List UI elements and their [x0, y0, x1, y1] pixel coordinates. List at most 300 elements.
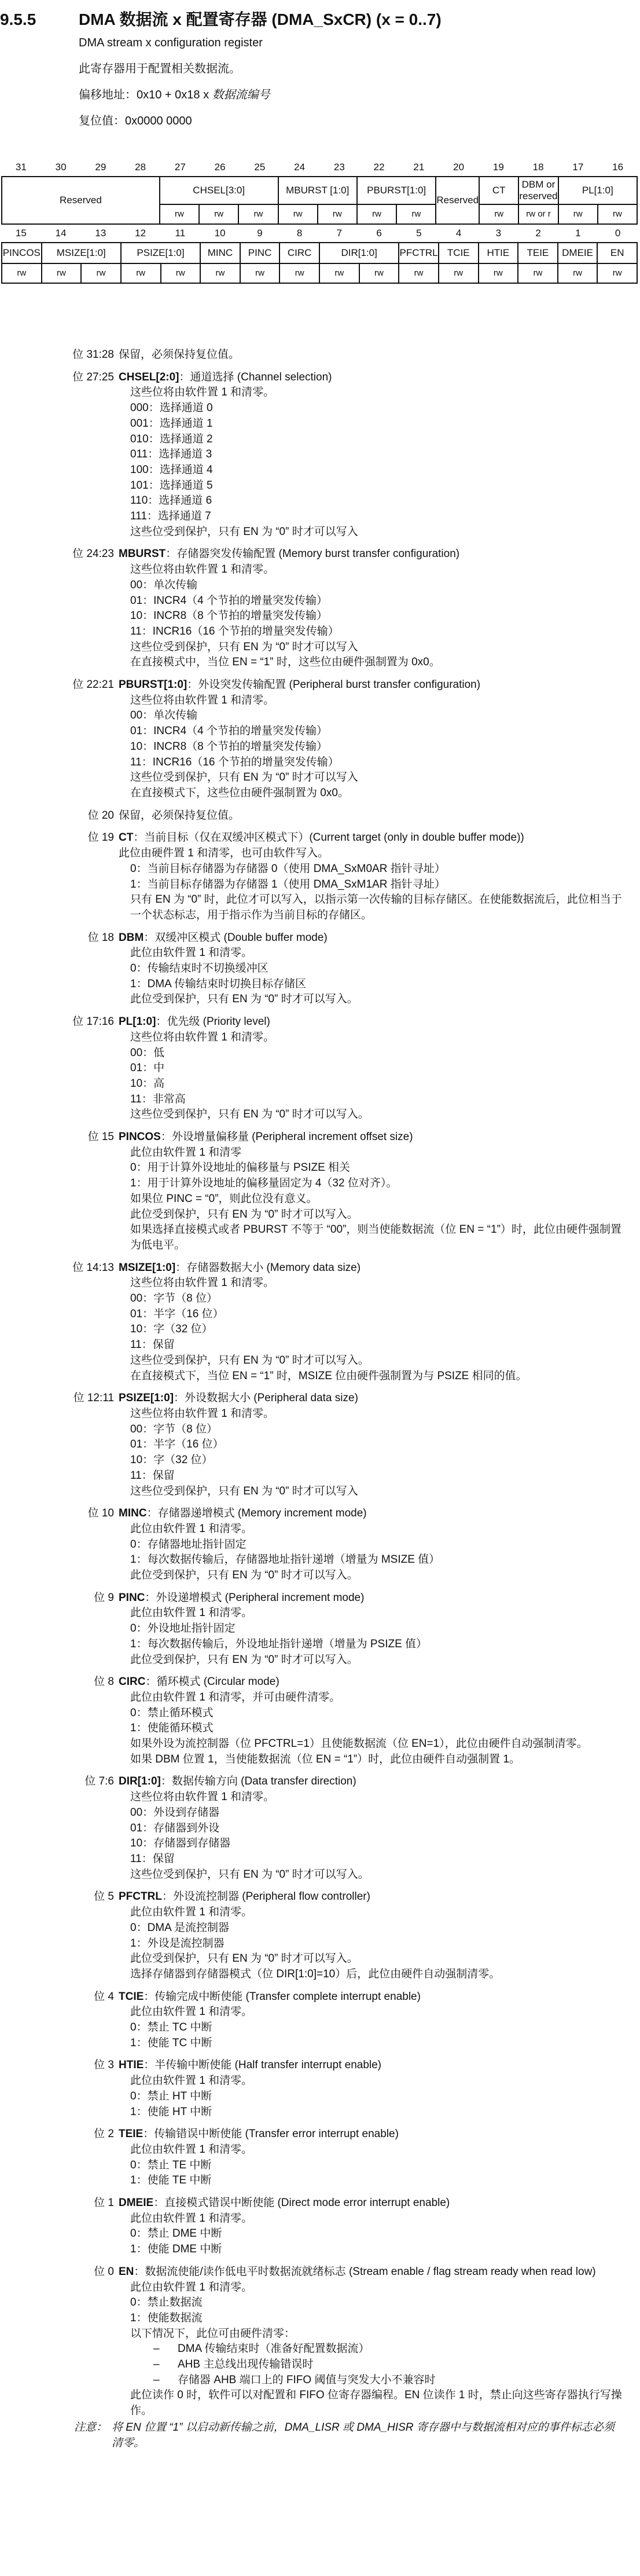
field-name: EN — [119, 2265, 134, 2278]
register-field-tcie: TCIE — [439, 243, 479, 264]
field-line: 这些位将由软件置 1 和清零。 — [130, 386, 275, 399]
access-type: rw — [399, 264, 439, 284]
bit-number: 28 — [135, 162, 146, 173]
field-name: CT — [119, 831, 134, 844]
bit-range-label: 位 4 — [94, 1990, 114, 2003]
register-field-ct: CT — [480, 177, 519, 205]
bit-number: 5 — [416, 228, 422, 239]
bit-number: 27 — [174, 162, 186, 173]
bit-number: 14 — [55, 228, 67, 239]
bit-number: 10 — [214, 228, 226, 239]
field-title — [119, 2127, 616, 2142]
bit-number: 18 — [532, 162, 544, 173]
field-line: 10：字（32 位） — [130, 1323, 213, 1336]
field-line: 11：保留 — [130, 1469, 175, 1482]
field-heading — [0, 1130, 640, 1145]
bullet-text: AHB 主总线出现传输错误时 — [178, 2358, 314, 2371]
field-title-text: ：存储器递增模式 (Memory increment mode) — [146, 1507, 367, 1520]
field-line: 1：使能循环模式 — [130, 1722, 214, 1735]
field-line: 此位由软件置 1 和清零。 — [130, 2281, 253, 2293]
field-title — [119, 1774, 616, 1790]
register-field-dbm-or-reserved: DBM or reserved — [519, 177, 558, 205]
register-reset-value: 复位值：0x0000 0000 — [79, 115, 192, 127]
field-line: 0：禁止 TE 中断 — [130, 2159, 212, 2171]
access-type: rw — [598, 205, 638, 225]
register-field-en: EN — [598, 243, 638, 264]
field-line: 11：保留 — [130, 1852, 175, 1865]
field-title-text: ：外设流控制器 (Peripheral flow controller) — [161, 1890, 370, 1903]
field-name: TCIE — [119, 1990, 144, 2003]
access-type: rw — [122, 264, 161, 284]
field-heading — [0, 830, 640, 846]
field-title-text: ：通道选择 (Channel selection) — [179, 371, 332, 383]
bit-number: 8 — [296, 228, 303, 239]
access-type: rw — [241, 264, 281, 284]
field-line: 此位由软件置 1 和清零。 — [130, 947, 253, 959]
access-type: rw — [42, 264, 82, 284]
field-line: 11：INCR16（16 个节拍的增量突发传输） — [130, 756, 339, 768]
bit-number: 11 — [175, 228, 186, 239]
field-title-text: ：外设突发传输配置 (Peripheral burst transfer configuration) — [187, 679, 481, 691]
field-line: 010：选择通道 2 — [130, 433, 213, 445]
field-line: 这些位受到保护，只有 EN 为 “0” 时才可以写入 — [130, 771, 358, 784]
access-type: rw — [82, 264, 122, 284]
field-line: 01：中 — [130, 1062, 165, 1075]
field-heading — [0, 2264, 640, 2280]
register-field-psize-1-0: PSIZE[1:0] — [122, 243, 201, 264]
field-title — [119, 2058, 616, 2073]
field-title-text: 保留，必须保持复位值。 — [119, 809, 240, 822]
field-line: 此位由软件置 1 和清零。 — [130, 1906, 253, 1919]
bit-range-label: 位 7:6 — [84, 1775, 114, 1788]
bit-range-label: 位 31:28 — [72, 349, 114, 361]
bit-range-label: 位 19 — [87, 831, 114, 844]
access-type: rw — [518, 264, 558, 284]
register-field-pburst-1-0: PBURST[1:0] — [358, 177, 436, 205]
field-name: PINCOS — [119, 1131, 161, 1144]
bit-number: 13 — [95, 228, 106, 239]
field-heading — [0, 677, 640, 693]
field-line: 这些位受到保护，只有 EN 为 “0” 时才可以写入 — [130, 640, 358, 653]
field-line: 11：保留 — [130, 1339, 175, 1351]
field-line: 这些位将由软件置 1 和清零。 — [130, 563, 275, 576]
field-line: 0：存储器地址指针固定 — [130, 1538, 247, 1551]
bit-range-label: 位 14:13 — [72, 1261, 114, 1274]
field-heading — [0, 2058, 640, 2073]
register-field-pfctrl: PFCTRL — [399, 243, 439, 264]
access-type: rw — [558, 264, 598, 284]
low-bit-numbers — [1, 225, 638, 242]
bit-number: 17 — [572, 162, 584, 173]
field-psize-1-0-10 — [0, 1391, 640, 1499]
field-teie-18 — [0, 2127, 640, 2189]
bit-number: 3 — [495, 228, 502, 239]
field-title — [119, 1014, 616, 1030]
bit-range-label: 位 0 — [94, 2265, 114, 2278]
bit-number: 24 — [294, 162, 306, 173]
field-title — [119, 1989, 616, 2005]
bit-number: 4 — [455, 228, 462, 239]
field-line: 1：每次数据传输后，外设地址指针递增（增量为 PSIZE 值） — [130, 1637, 428, 1650]
field-chsel-2-0-1 — [0, 370, 640, 540]
field-line: 此位由软件置 1 和清零。 — [130, 2075, 253, 2087]
field-line: 01：INCR4（4 个节拍的增量突发传输） — [130, 594, 328, 607]
register-field-htie: HTIE — [479, 243, 519, 264]
field-heading — [0, 1674, 640, 1690]
field-line: 此位由软件置 1 和清零。 — [130, 2212, 253, 2225]
field-heading — [0, 1260, 640, 1276]
field-line: 10：字（32 位） — [130, 1454, 213, 1467]
section-title: DMA 数据流 x 配置寄存器 (DMA_SxCR) (x = 0..7) — [79, 10, 442, 28]
field-line: 001：选择通道 1 — [130, 417, 213, 430]
access-type: rw — [439, 264, 479, 284]
field-title-text: ：半传输中断使能 (Half transfer interrupt enable) — [144, 2059, 382, 2072]
field-title — [119, 677, 616, 693]
field-pburst-1-0-3 — [0, 677, 640, 801]
bit-number: 25 — [254, 162, 266, 173]
field-line: 00：单次传输 — [130, 709, 198, 722]
field-line: 0：禁止 TC 中断 — [130, 2021, 212, 2034]
field-title-text: ：存储器数据大小 (Memory data size) — [175, 1261, 361, 1274]
bit-number: 26 — [214, 162, 226, 173]
bit-number: 0 — [615, 228, 621, 239]
field-line: 111：选择通道 7 — [130, 510, 211, 523]
access-type: rw — [479, 264, 519, 284]
bit-field-descriptions — [0, 347, 640, 2451]
field-title — [119, 830, 616, 846]
field-heading — [0, 1889, 640, 1905]
access-type: rw — [360, 264, 400, 284]
field-line: 11：INCR16（16 个节拍的增量突发传输） — [130, 625, 339, 637]
field-en-20 — [0, 2264, 640, 2451]
field-line: 这些位将由软件置 1 和清零。 — [130, 1408, 275, 1420]
field-line: 0：外设地址指针固定 — [130, 1622, 236, 1635]
bit-range-label: 位 24:23 — [72, 548, 114, 560]
field-heading — [0, 2196, 640, 2211]
field-pl-1-0-7 — [0, 1014, 640, 1123]
field-title-text: ：外设增量偏移量 (Peripheral increment offset size) — [160, 1131, 413, 1144]
field-line: 1：使能数据流 — [130, 2311, 203, 2324]
field-line: 1：使能 HT 中断 — [130, 2105, 212, 2118]
field-circ-13 — [0, 1674, 640, 1767]
register-field-dmeie: DMEIE — [558, 243, 598, 264]
field-line: 此位由软件置 1 和清零。 — [130, 2006, 253, 2018]
field-line: 110：选择通道 6 — [130, 494, 212, 507]
field-title — [119, 930, 616, 946]
field-line: 0：当前目标存储器为存储器 0（使用 DMA_SxM0AR 指针寻址） — [130, 862, 446, 875]
bullet-text: 存储器 AHB 端口上的 FIFO 阈值与突发大小不兼容时 — [178, 2373, 436, 2386]
field-line: 1：当前目标存储器为存储器 1（使用 DMA_SxM1AR 指针寻址） — [130, 878, 446, 891]
field-name: DIR[1:0] — [119, 1775, 161, 1788]
access-type: rw — [480, 205, 519, 225]
bit-number: 15 — [15, 228, 27, 239]
high-bit-fields-row — [1, 176, 638, 225]
access-type: rw — [161, 264, 201, 284]
field-line: 0：禁止数据流 — [130, 2296, 203, 2309]
field-name: PL[1:0] — [119, 1016, 156, 1028]
register-field-pincos: PINCOS — [2, 243, 42, 264]
register-field-reserved: Reserved — [2, 177, 160, 225]
field-title — [119, 808, 616, 824]
bit-number: 22 — [373, 162, 385, 173]
register-offset: 偏移地址：0x10 + 0x18 x 数据流编号 — [79, 89, 270, 101]
field-name: PINC — [119, 1591, 145, 1604]
field-htie-17 — [0, 2058, 640, 2120]
field-line: 这些位受到保护，只有 EN 为 “0” 时才可以写入。 — [130, 1354, 369, 1366]
field-heading — [0, 1506, 640, 1522]
bit-range-label: 位 1 — [94, 2197, 114, 2209]
field-line: 1：用于计算外设地址的偏移量固定为 4（32 位对齐）。 — [130, 1177, 398, 1190]
access-type: rw — [201, 264, 241, 284]
field-line: 11：非常高 — [130, 1093, 186, 1105]
bit-range-label: 位 22:21 — [72, 679, 114, 691]
field-line: 此位由软件置 1 和清零。 — [130, 1607, 253, 1619]
field-line: 这些位将由软件置 1 和清零。 — [130, 1791, 275, 1804]
field-line: 00：单次传输 — [130, 578, 198, 591]
bit-range-label: 位 15 — [87, 1131, 114, 1144]
field-line: 此位由软件置 1 和清零 — [130, 1146, 242, 1159]
low-bit-fields-row — [1, 242, 638, 284]
field-line: 10：INCR8（8 个节拍的增量突发传输） — [130, 740, 328, 753]
field-name: DBM — [119, 931, 144, 944]
field-dbm-6 — [0, 930, 640, 1008]
field-title — [119, 1506, 616, 1522]
register-field-dir-1-0: DIR[1:0] — [320, 243, 399, 264]
field-heading — [0, 347, 640, 363]
field-name: CIRC — [119, 1676, 146, 1688]
section-number: 9.5.5 — [0, 10, 36, 28]
field-line: 此位受到保护，只有 EN 为 “0” 时才可以写入。 — [130, 1208, 358, 1221]
access-type: rw — [358, 205, 397, 225]
field-title-text: ：双缓冲区模式 (Double buffer mode) — [144, 931, 328, 944]
field-name: MINC — [119, 1507, 147, 1520]
bullet-item — [130, 2357, 640, 2373]
register-field-teie: TEIE — [518, 243, 558, 264]
access-type: rw — [320, 264, 360, 284]
field-pincos-8 — [0, 1130, 640, 1254]
field-line: 01：半字（16 位） — [130, 1438, 224, 1451]
register-field-reserved: Reserved — [436, 177, 480, 225]
field-line: 只有 EN 为 “0” 时，此位才可以写入，以指示第一次传输的目标存储区。在使能数据流后，此位相当于一个状态标志，用于指示作为当前目标的存储区。 — [130, 893, 622, 921]
field-dir-1-0-14 — [0, 1774, 640, 1882]
register-subtitle: DMA stream x configuration register — [79, 36, 263, 49]
register-field-pinc: PINC — [241, 243, 281, 264]
field-heading — [0, 2127, 640, 2142]
access-type: rw — [279, 205, 318, 225]
field-title — [119, 1889, 616, 1905]
field-line: 01：INCR4（4 个节拍的增量突发传输） — [130, 725, 328, 738]
field-line: 011：选择通道 3 — [130, 448, 212, 461]
field-name: PFCTRL — [119, 1890, 162, 1903]
bit-number: 12 — [135, 228, 146, 239]
field-title-text: ：数据传输方向 (Data transfer direction) — [160, 1775, 356, 1788]
field-heading — [0, 547, 640, 562]
field-heading — [0, 808, 640, 824]
access-type: rw — [2, 264, 42, 284]
field-title — [119, 547, 616, 562]
field-heading — [0, 1014, 640, 1030]
access-type: rw — [598, 264, 638, 284]
field-name: MBURST — [119, 548, 166, 560]
field-ct-5 — [0, 830, 640, 923]
bit-number: 1 — [575, 228, 581, 239]
field-line: 1：使能 TC 中断 — [130, 2036, 212, 2049]
field-line: 100：选择通道 4 — [130, 463, 213, 476]
field-line: 在直接模式下，这些位由硬件强制置为 0x0。 — [130, 786, 349, 799]
field-title-text: 保留，必须保持复位值。 — [119, 349, 240, 361]
access-type: rw — [559, 205, 598, 225]
access-type: rw — [280, 264, 320, 284]
field-line: 1：外设是流控制器 — [130, 1937, 225, 1950]
field-name: PBURST[1:0] — [119, 679, 187, 691]
bit-range-label: 位 12:11 — [73, 1392, 114, 1405]
field-title — [119, 1391, 616, 1406]
field-name: PSIZE[1:0] — [119, 1392, 174, 1405]
field-title — [119, 2196, 616, 2211]
bit-range-label: 位 8 — [94, 1676, 114, 1688]
field-title-text: ：直接模式错误中断使能 (Direct mode error interrupt enable) — [153, 2197, 450, 2209]
register-field-pl-1-0: PL[1:0] — [559, 177, 638, 205]
bullet-dash: – — [153, 2358, 160, 2371]
access-type: rw — [160, 205, 200, 225]
field-line: 01：半字（16 位） — [130, 1307, 224, 1320]
field-name: TEIE — [119, 2128, 144, 2141]
bit-number: 2 — [535, 228, 541, 239]
field-line: 这些位受到保护，只有 EN 为 “0” 时才可以写入。 — [130, 1868, 369, 1881]
note — [74, 2420, 640, 2451]
field-line: 这些位受到保护，只有 EN 为 “0” 时才可以写入 — [130, 525, 358, 538]
bullet-dash: – — [153, 2343, 160, 2355]
field-tcie-16 — [0, 1989, 640, 2051]
bit-range-label: 位 10 — [87, 1507, 114, 1520]
field-line: 此位读作 0 时，软件可以对配置和 FIFO 位寄存器编程。EN 位读作 1 时，禁止向这些寄存器执行写操作。 — [130, 2389, 622, 2417]
bit-number: 20 — [453, 162, 465, 173]
field-mburst-2 — [0, 547, 640, 670]
field-line: 0：传输结束时不切换缓冲区 — [130, 962, 268, 975]
bit-number: 9 — [257, 228, 263, 239]
bit-range-label: 位 18 — [87, 931, 114, 944]
bit-number: 16 — [612, 162, 624, 173]
field-line: 1：DMA 传输结束时切换目标存储区 — [130, 977, 307, 990]
bit-range-label: 位 5 — [94, 1890, 114, 1903]
field-title-text: ：外设数据大小 (Peripheral data size) — [174, 1392, 358, 1405]
note-label: 注意： — [74, 2421, 108, 2434]
bit-range-label: 位 20 — [87, 809, 114, 822]
access-type: rw — [318, 205, 358, 225]
access-type: rw — [397, 205, 436, 225]
register-field-msize-1-0: MSIZE[1:0] — [42, 243, 122, 264]
field-title-text: ：外设递增模式 (Peripheral increment mode) — [145, 1591, 365, 1604]
field-line: 101：选择通道 5 — [130, 479, 213, 492]
field-name: HTIE — [119, 2059, 144, 2072]
field-title-text: ：当前目标（仅在双缓冲区模式下）(Current target (only in double buffer mode)) — [133, 831, 524, 844]
field-line: 这些位将由软件置 1 和清零。 — [130, 694, 275, 706]
field-line: 0：禁止 HT 中断 — [130, 2090, 212, 2102]
field-minc-11 — [0, 1506, 640, 1584]
bit-number: 29 — [95, 162, 106, 173]
bit-range-label: 位 2 — [94, 2128, 114, 2141]
bit-range-label: 位 17:16 — [72, 1016, 114, 1028]
field-line: 如果位 PINC = “0”，则此位没有意义。 — [130, 1192, 318, 1205]
field-title — [119, 2264, 616, 2280]
field-line: 1：每次数据传输后，存储器地址指针递增（增量为 MSIZE 值） — [130, 1553, 440, 1566]
field-dmeie-19 — [0, 2196, 640, 2258]
field-name: CHSEL[2:0] — [119, 371, 179, 383]
field-heading — [0, 370, 640, 386]
field-title-text: ：传输完成中断使能 (Transfer complete interrupt enable) — [144, 1990, 421, 2003]
bullet-item — [130, 2373, 640, 2388]
high-bit-numbers — [1, 159, 638, 176]
field-line: 10：INCR8（8 个节拍的增量突发传输） — [130, 610, 328, 622]
field-line: 这些位受到保护，只有 EN 为 “0” 时才可以写入。 — [130, 1108, 369, 1121]
field-line: 在直接模式中，当位 EN = “1” 时，这些位由硬件强制置为 0x0。 — [130, 656, 440, 669]
field-line: 这些位将由软件置 1 和清零。 — [130, 1277, 275, 1289]
bit-range-label: 位 9 — [94, 1591, 114, 1604]
field-line: 以下情况下，此位可由硬件清零： — [130, 2327, 296, 2340]
bit-number: 31 — [15, 162, 27, 173]
field-line: 01：存储器到外设 — [130, 1822, 220, 1834]
field-title — [119, 1674, 616, 1690]
field-line: 00：字节（8 位） — [130, 1292, 218, 1305]
field-line: 在直接模式下，当位 EN = “1” 时，MSIZE 位由硬件强制置为与 PSIZE 相同的值。 — [130, 1369, 527, 1382]
field-line: 0：禁止循环模式 — [130, 1706, 214, 1719]
field-line: 此位由软件置 1 和清零。 — [130, 1522, 253, 1535]
note-text: 将 EN 位置 “1” 以启动新传输之前，DMA_LISR 或 DMA_HISR 寄存器中与数据流相对应的事件标志必须清零。 — [112, 2421, 615, 2449]
field-pinc-12 — [0, 1591, 640, 1668]
field-line: 10：高 — [130, 1077, 165, 1090]
field-line: 00：外设到存储器 — [130, 1806, 220, 1819]
field-line: 00：字节（8 位） — [130, 1423, 218, 1435]
field-line: 0：DMA 是流控制器 — [130, 1921, 230, 1934]
field-title — [119, 1130, 616, 1145]
field-heading — [0, 1774, 640, 1790]
field-line: 此位由软件置 1 和清零，并可由硬件清零。 — [130, 1691, 341, 1703]
register-intro — [79, 30, 640, 134]
register-field-mburst-1-0: MBURST [1:0] — [279, 177, 358, 205]
bit-number: 6 — [376, 228, 382, 239]
field-title — [119, 347, 616, 363]
field-line: 0：禁止 DME 中断 — [130, 2227, 222, 2240]
field-line: 此位受到保护，只有 EN 为 “0” 时才可以写入。 — [130, 1653, 358, 1666]
bit-number: 19 — [492, 162, 504, 173]
access-type: rw — [239, 205, 278, 225]
field-heading — [0, 1989, 640, 2005]
field-line: 如果选择直接模式或者 PBURST 不等于 “00”，则当使能数据流（位 EN = “1”）时，此位由硬件强制置为低电平。 — [130, 1223, 621, 1251]
bit-range-label: 位 27:25 — [72, 371, 114, 383]
field-title-text: ：优先级 (Priority level) — [156, 1016, 270, 1028]
field-reserved-4 — [0, 808, 640, 824]
field-pfctrl-15 — [0, 1889, 640, 1982]
field-reserved-0 — [0, 347, 640, 363]
field-line: 1：使能 TE 中断 — [130, 2174, 212, 2187]
field-line: 此位由软件置 1 和清零。 — [130, 2143, 253, 2156]
field-line: 0：用于计算外设地址的偏移量与 PSIZE 相关 — [130, 1161, 351, 1174]
bit-number: 21 — [413, 162, 425, 173]
field-line: 此位受到保护，只有 EN 为 “0” 时才可以写入。 — [130, 1569, 358, 1582]
bit-number: 30 — [55, 162, 67, 173]
bullet-text: DMA 传输结束时（准备好配置数据流） — [178, 2343, 370, 2355]
register-bit-table — [1, 159, 638, 284]
field-line: 此位受到保护，只有 EN 为 “0” 时才可以写入。 — [130, 1952, 358, 1965]
field-title — [119, 1260, 616, 1276]
register-description: 此寄存器用于配置相关数据流。 — [79, 63, 241, 75]
field-name: MSIZE[1:0] — [119, 1261, 176, 1274]
field-line: 1：使能 DME 中断 — [130, 2243, 222, 2256]
bit-range-label: 位 3 — [94, 2059, 114, 2072]
section-heading — [0, 9, 640, 30]
field-line: 此位由硬件置 1 和清零，也可由软件写入。 — [119, 847, 329, 860]
field-msize-1-0-9 — [0, 1260, 640, 1384]
